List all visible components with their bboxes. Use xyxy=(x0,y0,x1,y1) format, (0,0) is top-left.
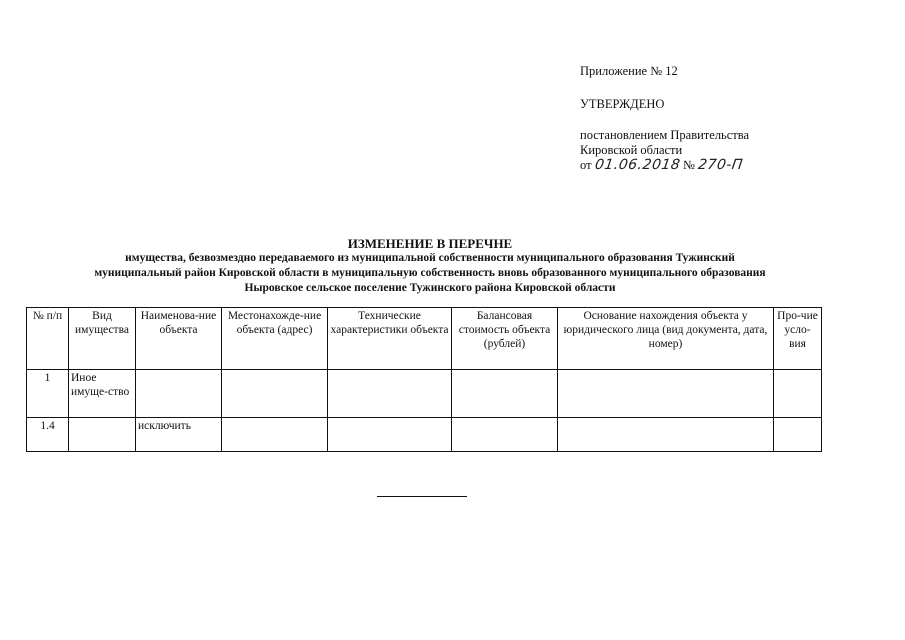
document-title xyxy=(30,236,830,296)
table-cell xyxy=(69,418,136,452)
header-other-conditions: Про-чие усло-вия xyxy=(774,308,822,370)
table-cell: Иное имуще-ство xyxy=(69,370,136,418)
table-cell: исключить xyxy=(136,418,222,452)
handwritten-date: 01.06.2018 xyxy=(593,157,682,173)
header-basis: Основание нахождения объекта у юридического лица (вид документа, дата, номер) xyxy=(558,308,774,370)
header-number: № п/п xyxy=(27,308,69,370)
title-line1: имущества, безвозмездно передаваемого из муниципальной собственности муниципального образования Тужинский xyxy=(125,252,735,264)
table-cell xyxy=(328,418,452,452)
handwritten-number: 270-П xyxy=(696,157,745,173)
header-object-name: Наименова-ние объекта xyxy=(136,308,222,370)
table-cell xyxy=(774,370,822,418)
appendix-number: Приложение № 12 xyxy=(580,64,678,78)
number-prefix: № xyxy=(682,158,695,172)
header-technical-specs: Технические характеристики объекта xyxy=(328,308,452,370)
table-cell xyxy=(452,418,558,452)
property-table xyxy=(26,307,822,452)
approval-date-line xyxy=(580,158,880,173)
approved-label: УТВЕРЖДЕНО xyxy=(580,97,665,111)
table-row xyxy=(27,370,822,418)
approved-by-line2: Кировской области xyxy=(580,143,683,157)
closing-separator-line xyxy=(377,496,467,497)
table-cell xyxy=(222,370,328,418)
table-cell xyxy=(452,370,558,418)
table-cell xyxy=(558,418,774,452)
header-location: Местонахожде-ние объекта (адрес) xyxy=(222,308,328,370)
table-row xyxy=(27,418,822,452)
title-line3: Ныровское сельское поселение Тужинского района Кировской области xyxy=(244,282,616,294)
table-cell: 1 xyxy=(27,370,69,418)
table-cell xyxy=(222,418,328,452)
approval-block xyxy=(580,64,880,173)
title-main: ИЗМЕНЕНИЕ В ПЕРЕЧНЕ xyxy=(347,236,513,251)
table-cell xyxy=(136,370,222,418)
title-line2: муниципальный район Кировской области в муниципальную собственность вновь образованного муниципального образования xyxy=(94,267,766,279)
table-cell xyxy=(328,370,452,418)
table-header-row xyxy=(27,308,822,370)
table-cell xyxy=(774,418,822,452)
header-book-value: Балансовая стоимость объекта (рублей) xyxy=(452,308,558,370)
approved-by-line1: постановлением Правительства xyxy=(580,128,750,142)
table-cell xyxy=(558,370,774,418)
date-prefix: от xyxy=(580,158,592,172)
table-cell: 1.4 xyxy=(27,418,69,452)
header-property-type: Вид имущества xyxy=(69,308,136,370)
